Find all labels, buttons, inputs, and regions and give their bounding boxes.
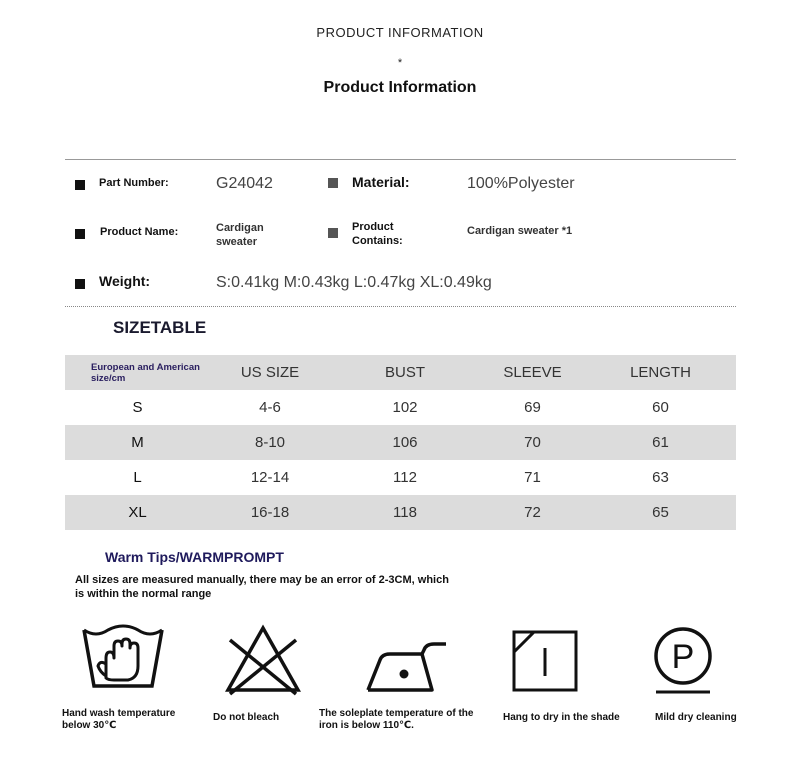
page-title: Product Information (323, 79, 477, 96)
table-row (65, 495, 736, 530)
bullet-square-icon (75, 279, 85, 289)
size-cell: L (133, 469, 142, 486)
bust-cell: 106 (392, 434, 418, 451)
svg-text:P: P (671, 638, 695, 676)
care-label-iron (319, 708, 473, 732)
divider-dotted (65, 306, 736, 307)
sleeve-cell: 71 (524, 469, 541, 486)
size-cell: S (132, 399, 143, 416)
sleeve-cell: 72 (524, 504, 541, 521)
product-contains-label-line2: Contains: (352, 235, 403, 247)
warm-tips-title: Warm Tips/WARMPROMPT (105, 549, 284, 565)
material-value: 100%Polyester (467, 175, 575, 192)
warm-tips-text-line2: is within the normal range (75, 588, 212, 600)
region-label-line2: size/cm (91, 372, 126, 384)
product-contains-label-line1: Product (352, 221, 394, 233)
hand-wash-icon (78, 620, 168, 700)
care-label-line: The soleplate temperature of the (319, 708, 474, 719)
sleeve-cell: 70 (524, 434, 541, 451)
care-label-line: iron is below 110℃. (319, 720, 414, 731)
size-table-title: SIZETABLE (113, 318, 207, 337)
do-not-bleach-icon (218, 620, 308, 700)
sleeve-cell: 69 (524, 399, 541, 416)
bullet-square-icon (328, 178, 338, 188)
weight-label: Weight: (99, 273, 151, 289)
part-number-label: Part Number: (99, 177, 169, 189)
product-name-value-line2: sweater (216, 236, 257, 248)
product-name-label: Product Name: (100, 226, 179, 238)
bust-cell: 112 (393, 469, 417, 486)
product-contains-label (352, 220, 403, 248)
care-label-line: below 30℃ (62, 720, 117, 731)
us-size-cell: 16-18 (250, 504, 290, 521)
care-label-line: Hand wash temperature (62, 708, 176, 719)
length-cell: 60 (652, 399, 669, 416)
size-table (65, 355, 736, 530)
bullet-square-icon (328, 228, 338, 238)
header-top-title: PRODUCT INFORMATION (316, 25, 484, 40)
care-label-dry-clean: Mild dry cleaning (655, 712, 737, 723)
size-cell: XL (128, 504, 147, 521)
care-label-hand-wash (62, 708, 175, 732)
length-cell: 65 (652, 504, 669, 521)
us-size-cell: 12-14 (250, 469, 290, 486)
column-header-sleeve: SLEEVE (503, 364, 562, 381)
size-cell: M (131, 434, 144, 451)
length-cell: 63 (652, 469, 669, 486)
column-header-length: LENGTH (630, 364, 691, 381)
column-header-us-size: US SIZE (240, 364, 300, 381)
product-name-value-line1: Cardigan (216, 222, 264, 234)
material-label: Material: (352, 174, 410, 190)
care-label-shade-dry: Hang to dry in the shade (503, 712, 620, 723)
region-label (65, 355, 210, 390)
length-cell: 61 (652, 434, 669, 451)
weight-value: S:0.41kg M:0.43kg L:0.47kg XL:0.49kg (216, 274, 492, 291)
table-row (65, 425, 736, 460)
iron-low-icon (360, 620, 450, 700)
table-row (65, 460, 736, 495)
bust-cell: 118 (393, 504, 417, 521)
product-name-value (216, 221, 264, 249)
bust-cell: 102 (392, 399, 418, 416)
header-star: * (397, 57, 403, 69)
warm-tips-text-line1: All sizes are measured manually, there may be an error of 2-3CM, which (75, 574, 449, 586)
divider-top (65, 159, 736, 160)
us-size-cell: 4-6 (259, 399, 281, 416)
product-contains-value: Cardigan sweater *1 (467, 225, 573, 237)
dry-clean-p-icon (638, 620, 728, 700)
us-size-cell: 8-10 (254, 434, 286, 451)
bullet-square-icon (75, 229, 85, 239)
table-row (65, 390, 736, 425)
care-label-no-bleach: Do not bleach (213, 712, 280, 723)
warm-tips-text (75, 573, 495, 601)
bullet-square-icon (75, 180, 85, 190)
region-label-line1: European and American (91, 361, 200, 373)
column-header-bust: BUST (384, 364, 425, 381)
part-number-value: G24042 (216, 175, 273, 192)
shade-dry-icon (500, 620, 590, 700)
size-table-header-row (65, 355, 736, 390)
